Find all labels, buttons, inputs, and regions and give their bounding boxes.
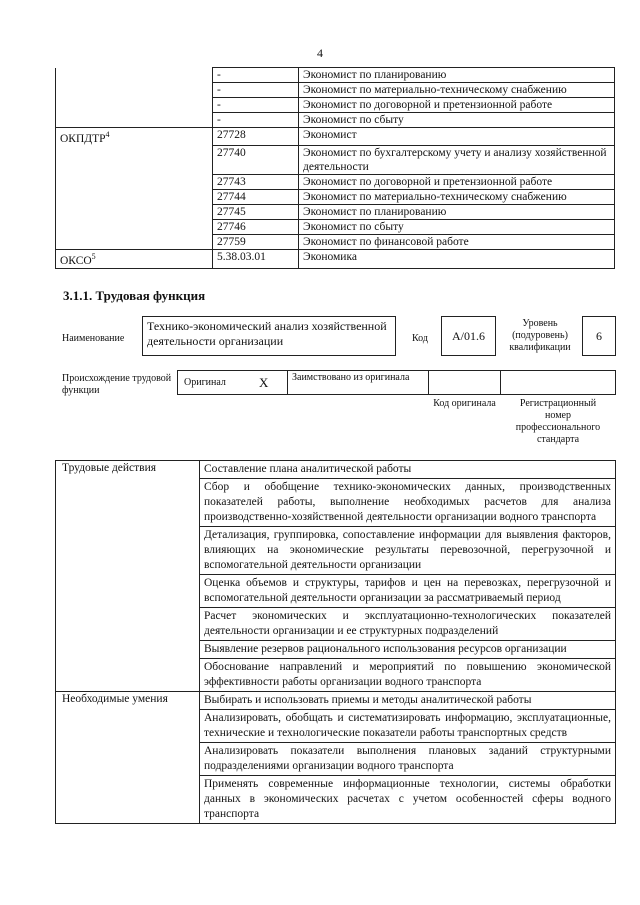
classifier-table: [55, 67, 615, 269]
activity-heading-cell: [56, 641, 200, 659]
classifier-occupation: Экономист по сбыту: [299, 113, 615, 128]
skill-row: [56, 710, 616, 743]
activity-heading-cell: [56, 479, 200, 527]
borrowed-box: [287, 370, 429, 395]
skill-item: Анализировать показатели выполнения плановых заданий структурными подразделениями организации водного транспорта: [200, 743, 616, 776]
classifier-occupation: Экономист по материально-техническому снабжению: [299, 83, 615, 98]
classifier-name-cell: [56, 190, 213, 205]
original-code-box: [428, 370, 501, 395]
classifier-occupation: Экономист по финансовой работе: [299, 235, 615, 250]
activity-item: Оценка объемов и структуры, тарифов и цен на перевозках, перегрузочной и вспомогательной деятельности организации за рассматриваемый период: [200, 575, 616, 608]
activity-heading-cell: [56, 659, 200, 692]
classifier-code: 27740: [213, 146, 299, 175]
original-code-caption: Код оригинала: [433, 398, 496, 409]
activity-row: [56, 479, 616, 527]
classifier-code: 27746: [213, 220, 299, 235]
activity-row: [56, 527, 616, 575]
skill-row: [56, 776, 616, 824]
activities-table: [55, 460, 616, 824]
classifier-code: -: [213, 98, 299, 113]
activity-item: Сбор и обобщение технико-экономических данных, производственных показателей работы, выполнение необходимых расчетов для анализа производственно-хозяйственной деятельности организации водного транспорта: [200, 479, 616, 527]
classifier-row: [56, 146, 615, 175]
classifier-name-cell: [56, 128, 213, 146]
skill-heading-cell: [56, 776, 200, 824]
classifier-name-cell: [56, 220, 213, 235]
skill-row: [56, 743, 616, 776]
activity-heading: Трудовые действия: [56, 461, 200, 479]
activity-row: [56, 575, 616, 608]
activity-row: [56, 659, 616, 692]
classifier-name-cell: [56, 98, 213, 113]
classifier-name: ОКПДТР: [60, 132, 106, 145]
classifier-name-cell: [56, 205, 213, 220]
skill-row: [56, 692, 616, 710]
skill-heading-cell: [56, 743, 200, 776]
classifier-code: 27743: [213, 175, 299, 190]
activity-row: [56, 461, 616, 479]
classifier-occupation: Экономист по бухгалтерскому учету и анализу хозяйственной деятельности: [299, 146, 615, 175]
original-label: Оригинал: [184, 377, 226, 388]
section-title: 3.1.1. Трудовая функция: [63, 288, 206, 303]
classifier-code: -: [213, 113, 299, 128]
classifier-occupation: Экономист: [299, 128, 615, 146]
skill-item: Выбирать и использовать приемы и методы аналитической работы: [200, 692, 616, 710]
origin-label: Происхождение трудовой функции: [62, 373, 172, 396]
classifier-row: [56, 190, 615, 205]
classifier-code: -: [213, 68, 299, 83]
activity-heading-cell: [56, 608, 200, 641]
activity-row: [56, 641, 616, 659]
classifier-name-cell: [56, 68, 213, 83]
classifier-code: 27745: [213, 205, 299, 220]
activity-item: Составление плана аналитической работы: [200, 461, 616, 479]
classifier-row: [56, 128, 615, 146]
classifier-row: [56, 220, 615, 235]
activity-item: Расчет экономических и эксплуатационно-технологических показателей деятельности организации и ее структурных подразделений: [200, 608, 616, 641]
footnote-marker: 5: [91, 252, 96, 262]
activity-item: Обоснование направлений и мероприятий по повышению экономической эффективности работы организации водного транспорта: [200, 659, 616, 692]
classifier-row: [56, 250, 615, 269]
classifier-row: [56, 235, 615, 250]
classifier-occupation: Экономика: [299, 250, 615, 269]
classifier-row: [56, 113, 615, 128]
page-number: 4: [317, 46, 323, 60]
footnote-marker: 4: [105, 130, 110, 139]
classifier-code: 5.38.03.01: [213, 250, 299, 269]
activity-item: Выявление резервов рационального использования ресурсов организации: [200, 641, 616, 659]
classifier-code: -: [213, 83, 299, 98]
level-label: Уровень (подуровень) квалификации: [509, 318, 571, 353]
classifier-name-cell: [56, 175, 213, 190]
classifier-name-cell: [56, 250, 213, 269]
classifier-code: 27728: [213, 128, 299, 146]
name-label: Наименование: [62, 333, 125, 344]
activity-heading-cell: [56, 527, 200, 575]
activity-row: [56, 608, 616, 641]
classifier-code: 27744: [213, 190, 299, 205]
classifier-name-cell: [56, 83, 213, 98]
reg-number-caption: Регистрационный номер профессионального стандарта: [515, 398, 601, 445]
classifier-row: [56, 98, 615, 113]
classifier-code: 27759: [213, 235, 299, 250]
code-label: Код: [412, 333, 428, 344]
skill-heading-cell: [56, 710, 200, 743]
classifier-row: [56, 175, 615, 190]
skill-heading: Необходимые умения: [56, 692, 200, 710]
classifier-name-cell: [56, 113, 213, 128]
classifier-occupation: Экономист по планированию: [299, 68, 615, 83]
classifier-occupation: Экономист по сбыту: [299, 220, 615, 235]
reg-number-box: [500, 370, 616, 395]
activity-heading-cell: [56, 575, 200, 608]
classifier-occupation: Экономист по планированию: [299, 205, 615, 220]
classifier-row: [56, 83, 615, 98]
skill-item: Анализировать, обобщать и систематизировать информацию, эксплуатационные, технические и технологические показатели работы транспортных средств: [200, 710, 616, 743]
borrowed-label: Заимствовано из оригинала: [292, 372, 410, 383]
classifier-row: [56, 68, 615, 83]
classifier-occupation: Экономист по материально-техническому снабжению: [299, 190, 615, 205]
classifier-name: ОКСО: [60, 255, 92, 268]
classifier-name-cell: [56, 235, 213, 250]
original-mark: X: [259, 375, 269, 390]
function-name: Технико-экономический анализ хозяйственной деятельности организации: [142, 316, 396, 356]
activity-item: Детализация, группировка, сопоставление информации для выявления факторов, влияющих на экономические результаты перевозочной, перегрузочной и вспомогательной деятельности организации: [200, 527, 616, 575]
classifier-occupation: Экономист по договорной и претензионной работе: [299, 175, 615, 190]
qualification-level: 6: [582, 316, 616, 356]
skill-item: Применять современные информационные технологии, системы обработки данных в экономических расчетах с учетом особенностей сферы водного транспорта: [200, 776, 616, 824]
classifier-name-cell: [56, 146, 213, 175]
classifier-occupation: Экономист по договорной и претензионной работе: [299, 98, 615, 113]
function-code: A/01.6: [441, 316, 496, 356]
original-box: [177, 370, 288, 395]
classifier-row: [56, 205, 615, 220]
